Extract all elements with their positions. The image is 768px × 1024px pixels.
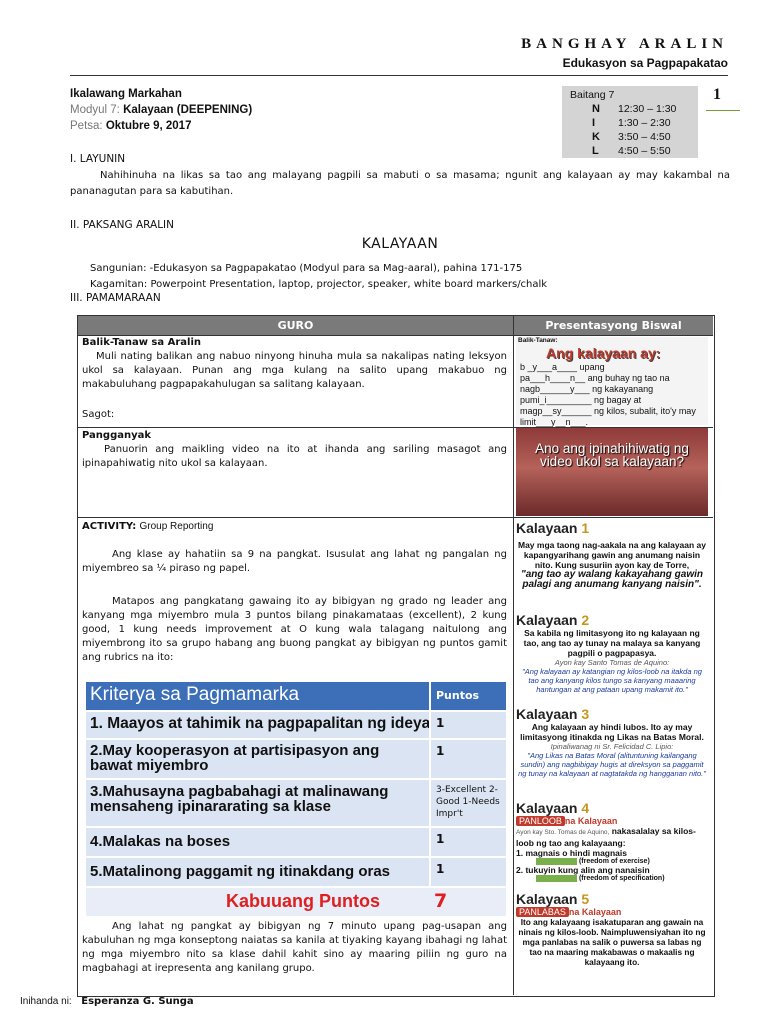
activity-value: Group Reporting [139,521,214,532]
page-rule [706,110,740,111]
balik-title: Balik-Tanaw sa Aralin [82,337,201,348]
slide-video[interactable] [516,428,708,516]
kalayaan-5-subtitle: PANLABAS na Kalayaan [516,907,708,917]
petsa-label: Petsa: [70,120,103,132]
row-rule [78,517,713,518]
fill-line: nagb______y___ ng kakayanang [520,384,654,394]
rubric-row: 5.Matalinong paggamit ng itinakdang oras 1 [86,856,506,886]
kalayaan-5-heading: Kalayaan 5 [516,891,590,907]
col-header-biswal: Presentasyong Biswal [514,316,713,335]
quarter: Ikalawang Markahan [70,88,182,100]
doc-title: BANGHAY ARALIN [521,36,728,52]
section-layunin: I. LAYUNIN [70,153,126,165]
kalayaan-1-heading: Kalayaan 1 [516,520,590,536]
schedule-row: K 3:50 – 4:50 [592,131,671,143]
prepared-by-label: Inihanda ni: [20,996,72,1007]
slide-kalayaan-4 [516,800,708,882]
kalayaan-3-heading: Kalayaan 3 [516,706,590,722]
petsa-value: Oktubre 9, 2017 [105,120,192,132]
kalayaan-2-heading: Kalayaan 2 [516,612,590,628]
schedule-box [562,86,698,158]
topic-title: KALAYAAN [361,236,439,252]
sagot-label: Sagot: [82,409,115,420]
table-divider [513,315,514,995]
rubric-total-row [86,886,506,916]
total-value: 7 [434,890,448,912]
kalayaan-1-quote: "ang tao ay walang kakayahang gawin palagi ang anumang kanyang naisin". [520,569,704,590]
video-question: Ano ang ipinahihiwatig ng video ukol sa kalayaan? [535,441,689,469]
slide-kalayaan-5 [516,891,708,967]
fill-line: limit___y__n___. [520,417,589,427]
rubric-row: 4.Malakas na boses 1 [86,826,506,856]
slide-balik-heading: Ang kalayaan ay: [546,345,661,361]
section-paksang-aralin: II. PAKSANG ARALIN [70,219,175,231]
row-rule [78,335,713,336]
activity-heading [82,521,213,532]
modyul-label: Modyul 7: [70,104,120,116]
slide-balik-label: Balik-Tanaw: [518,337,558,344]
kalayaan-4-subtitle: PANLOOB na Kalayaan [516,816,708,826]
page-number: 1 [713,86,721,103]
kalayaan-4-bar-1: (freedom of exercise) [516,858,708,865]
modyul-value: Kalayaan (DEEPENING) [123,104,253,116]
activity-label: ACTIVITY: [82,521,137,532]
kalayaan-4-text: Ayon kay Sto. Tomas de Aquino, nakasalalay sa kilos-loob ng tao ang kalayaang: [516,826,696,848]
lesson-meta [70,86,252,134]
fill-in-list [520,362,710,428]
kalayaan-4-item-2: 2. tukuyin kung alin ang nanaisin [516,865,650,875]
kalayaan-1-text: May mga taong nag-aakala na ang kalayaan ay kapangyarihang gawin ang anumang naisin nito. Kung susuriin ayon kay de Torre, [517,540,707,570]
kagamitan: Kagamitan: Powerpoint Presentation, laptop, projector, speaker, white board markers/chalk [90,279,548,290]
pangganyak-text: Panuorin ang maikling video na ito at ihanda ang sariling masagot ang ipinapahiwatig nito ukol sa kalayaan. [82,444,507,469]
balik-text: Muli nating balikan ang nabuo ninyong hinuha mula sa nakalipas nating leksyon ukol sa kalayaan. Punan ang mga kulang na salito upang makabuo ng makabuluhang pagpapakahulugan sa salitang kalayaan. [82,351,507,390]
schedule-row: N 12:30 – 1:30 [592,103,677,115]
kalayaan-5-text: Ito ang kalayaang isakatuparan ang gawain na ninais ng kilos-loob. Naimpluwensiyahan ito ng mga panlabas na salik o puwersa sa labas ng tao na maaring makabawas o makaalis ng kalayaang ito. [518,917,706,967]
fill-line: b _y___a____ upang [520,362,605,372]
total-label: Kabuuang Puntos [226,891,380,911]
kalayaan-4-bar-2: (freedom of specification) [516,875,708,882]
col-header-guro: GURO [78,316,513,335]
rubric-title: Kriterya sa Pagmamarka [90,684,300,705]
kalayaan-2-text: Sa kabila ng limitasyong ito ng kalayaan ng tao, ang tao ay tunay na malaya sa kanyang pagpili o pagpapasya. [523,628,701,658]
slide-kalayaan-1 [516,520,708,590]
kalayaan-2-quote: "Ang kalayaan ay katangian ng kilos-loob na itakda ng tao ang kanyang kilos tungo sa kanyang maaaring hantungan at ang pataan upang makamit ito." [522,667,702,694]
kalayaan-3-quote: "Ang Likas na Batas Moral (alituntuning kailangang sundin) ang nagbibigay hugis at direksyon sa paggamit ng tunay na kalayaan at nagtatakda ng hangganan nito." [518,751,706,778]
fill-line: magp__sy______ ng kilos, subalit, ito'y may [520,406,696,416]
activity-p3: Ang lahat ng pangkat ay bibigyan ng 7 minuto upang pag-usapan ang kabuluhan ng mga konseptong naiatas sa kanila at tiyaking kayang ibahagi ng lahat ng mga miyembro nito sa klase dahil kahit sino ay maaring piliin ng guro na magbahagi at irepresenta ang kanilang grupo. [82,921,507,974]
rubric-row: 2.May kooperasyon at partisipasyon ang bawat miyembro 1 [86,738,506,778]
sangunian: Sangunian: -Edukasyon sa Pagpapakatao (Modyul para sa Mag-aaral), pahina 171-175 [90,263,523,274]
rubric-row: 3.Mahusayna pagbabahagi at malinawang mensaheng ipinararating sa klase 3-Excellent 2-Good 1-Needs Impr't [86,778,506,826]
fill-line: pa___h____n__ ang buhay ng tao na [520,373,670,383]
prepared-by [20,996,194,1007]
kalayaan-3-text: Ang kalayaan ay hindi lubos. Ito ay may limitasyong itinakda ng Likas na Batas Moral. [520,722,704,742]
fill-line: pumi_i_________ ng bagay at [520,395,642,405]
kalayaan-4-heading: Kalayaan 4 [516,800,590,816]
kalayaan-4-item-1: 1. magnais o hindi magnais [516,848,627,858]
section-pamamaraan: III. PAMAMARAAN [70,292,161,304]
doc-subtitle: Edukasyon sa Pagpapakatao [562,56,728,70]
rubric-table [86,682,506,916]
kalayaan-3-source: Ipinaliwanag ni Sr. Felicidad C. Lipio: [550,742,674,751]
schedule-title: Baitang 7 [570,89,615,101]
pangganyak-title: Pangganyak [82,430,152,441]
slide-kalayaan-3 [516,706,708,778]
header-rule [70,75,728,76]
kalayaan-2-source: Ayon kay Santo Tomas de Aquino: [554,658,670,667]
activity-p1: Ang klase ay hahatiin sa 9 na pangkat. Isusulat ang lahat ng pangalan ng miyembreo sa ¼ piraso ng papel. [82,549,507,574]
schedule-row: L 4:50 – 5:50 [592,145,671,157]
rubric-header [86,682,506,710]
rubric-row: 1. Maayos at tahimik na pagpapalitan ng ideya 1 [86,710,506,738]
rubric-points-header: Puntos [436,689,480,702]
prepared-by-name: Esperanza G. Sunga [81,996,194,1007]
layunin-text: Nahihinuha na likas sa tao ang malayang pagpili sa mabuti o sa masama; ngunit ang kalayaan ay may kakambal na pananagutan para sa kabutihan. [70,170,730,197]
slide-kalayaan-2 [516,612,708,694]
schedule-row: I 1:30 – 2:30 [592,117,671,129]
slide-balik-tanaw [516,337,708,425]
activity-p2: Matapos ang pangkatang gawaing ito ay bibigyan ng grado ng leader ang kanyang mga miyembro mula 3 puntos bilang pinakamataas (excellent), 2 kung good, 1 kung needs improvement at O kung wala talagang naitulong ang miyembrong ito sa grupo habang ang buong pangkat ay bibigyan ng puntos gamit ang rubrics na ito: [82,596,507,663]
